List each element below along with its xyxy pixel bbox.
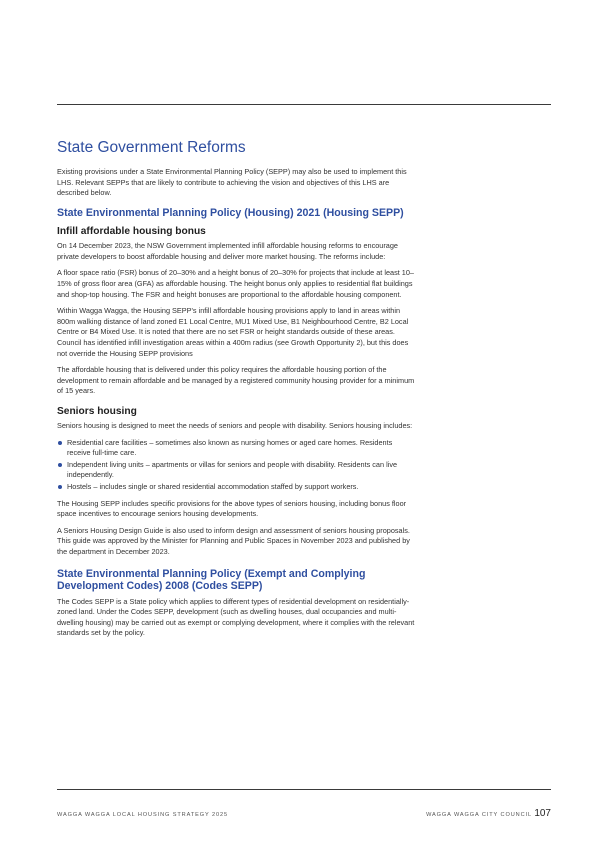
infill-paragraph: A floor space ratio (FSR) bonus of 20–30% and a height bonus of 20–30% for projects that include at least 10–15% of gross floor area (GFA) as affordable housing. The height bonus only applies to residential flat buildings and shop-top housing. The FSR and height bonuses are proportional to the affordable housing component. [57, 268, 414, 299]
seniors-heading: Seniors housing [57, 406, 137, 417]
list-item: Independent living units – apartments or villas for seniors and people with disability. Residents can live independently. [57, 460, 417, 481]
bullet-icon [58, 485, 62, 489]
header-rule [57, 104, 551, 105]
section-title: State Government Reforms [57, 139, 246, 156]
intro-paragraph: Existing provisions under a State Environmental Planning Policy (SEPP) may also be used to implement this LHS. Relevant SEPPs that are likely to contribute to achieving the vision and objectives of this LHS are described below. [57, 167, 407, 198]
seniors-paragraph: The Housing SEPP includes specific provisions for the above types of seniors housing, including bonus floor space incentives to encourage seniors housing developments. [57, 498, 407, 519]
infill-heading: Infill affordable housing bonus [57, 226, 206, 238]
codes-sepp-heading: State Environmental Planning Policy (Exempt and Complying Development Codes) 2008 (Codes SEPP) [57, 567, 366, 593]
footer-organisation: WAGGA WAGGA CITY COUNCIL [426, 812, 532, 818]
list-item: Residential care facilities – sometimes also known as nursing homes or aged care homes. Residents receive full-time care. [57, 438, 417, 459]
list-item: Hostels – includes single or shared residential accommodation staffed by support workers. [57, 482, 417, 493]
housing-sepp-heading: State Environmental Planning Policy (Housing) 2021 (Housing SEPP) [57, 206, 404, 219]
seniors-paragraph: A Seniors Housing Design Guide is also used to inform design and assessment of seniors housing proposals. This guide was approved by the Minister for Planning and Public Spaces in November 2023 and published by the department in December 2023. [57, 525, 410, 556]
footer-rule [57, 789, 551, 790]
infill-paragraph: On 14 December 2023, the NSW Government implemented infill affordable housing reforms to encourage private developers to boost affordable housing and deliver more market housing. The reforms include: [57, 241, 398, 261]
codes-sepp-paragraph: The Codes SEPP is a State policy which applies to different types of residential development on residentially-zoned land. Under the Codes SEPP, development (such as dwelling houses, dual occupancies and multi-dwelling housing) may be carried out as exempt or complying development, where it complies with the relevant standards set by the policy. [57, 596, 415, 638]
infill-paragraph: The affordable housing that is delivered under this policy requires the affordable housing portion of the development to remain affordable and be managed by a registered community housing provider for a minimum of 15 years. [57, 365, 415, 396]
infill-paragraph: Within Wagga Wagga, the Housing SEPP's infill affordable housing provisions apply to land in areas within 800m walking distance of land zoned E1 Local Centre, MU1 Mixed Use, B1 Neighbourhood Centre, B2 Local Centre or B4 Mixed Use. It is noted that there are no set FSR or height standards outside of these areas. Council has identified infill investigation areas within a 400m radius (see Growth Opportunity 2), but this does not override the Housing SEPP provisions [57, 306, 409, 358]
main-content [57, 138, 417, 645]
footer-document-title: WAGGA WAGGA LOCAL HOUSING STRATEGY 2025 [57, 812, 229, 818]
bullet-icon [58, 441, 62, 445]
seniors-list [57, 438, 417, 493]
seniors-intro: Seniors housing is designed to meet the needs of seniors and people with disability. Seniors housing includes: [57, 421, 413, 430]
page-number: 107 [534, 808, 551, 819]
bullet-icon [58, 463, 62, 467]
